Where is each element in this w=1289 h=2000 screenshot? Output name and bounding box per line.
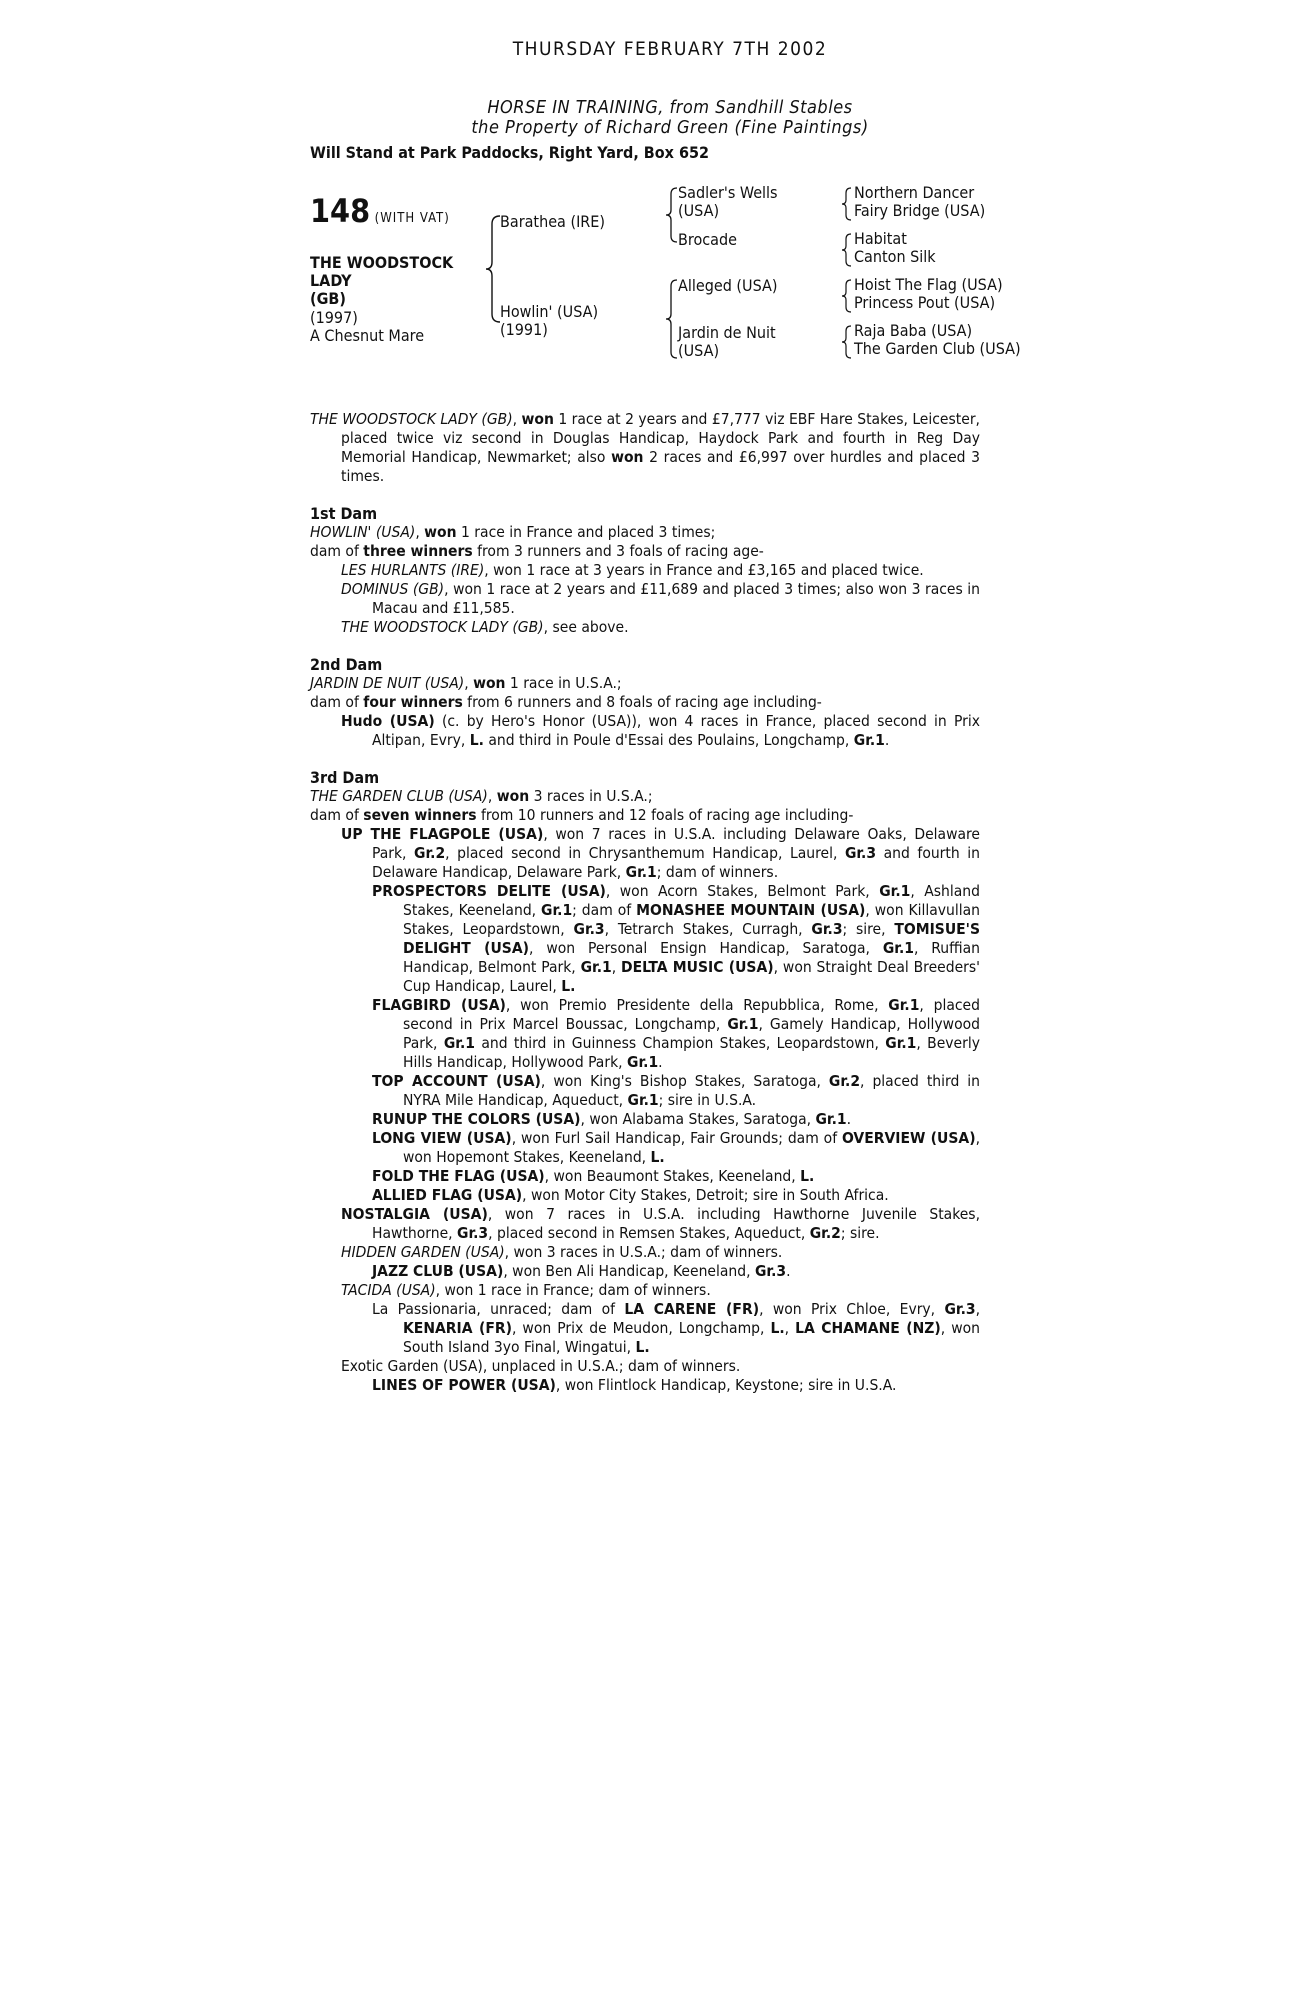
produce-entry: JAZZ CLUB (USA), won Ben Ali Handicap, Keeneland, Gr.3. <box>372 1262 791 1280</box>
ss-line-1: Sadler's Wells <box>678 183 778 202</box>
horse-name-line-3: (GB) <box>310 289 346 308</box>
pedigree-brace-6 <box>839 278 855 314</box>
lot-number-line <box>310 192 450 230</box>
ddd: The Garden Club (USA) <box>854 339 1021 358</box>
sire-of-dam: Alleged (USA) <box>678 276 778 295</box>
dam-name: Howlin' (USA) <box>500 302 599 321</box>
produce-entry: FLAGBIRD (USA), won Premio Presidente della Repubblica, Rome, Gr.1, placed second in Prix Marcel Boussac, Longchamp, Gr.1, Gamely Handicap, Hollywood Park, Gr.1 and third in Guinness Champion Stakes, Leopardstown, Gr.1, Beverly Hills Handicap, Hollywood Park, Gr.1. <box>372 996 981 1071</box>
produce-entry: TOP ACCOUNT (USA), won King's Bishop Stakes, Saratoga, Gr.2, placed third in NYRA Mile Handicap, Aqueduct, Gr.1; sire in U.S.A. <box>372 1072 981 1109</box>
produce-entry: LONG VIEW (USA), won Furl Sail Handicap, Fair Grounds; dam of OVERVIEW (USA), won Hopemont Stakes, Keeneland, L. <box>372 1129 981 1166</box>
dam-dam-ancestors <box>854 322 1021 358</box>
horse-record: THE WOODSTOCK LADY (GB), won 1 race at 2 years and £7,777 viz EBF Hare Stakes, Leicester, placed twice viz second in Douglas Handicap, Haydock Park and fourth in Reg Day Memorial Handicap, Newmarket; also won 2 races and £6,997 over hurdles and placed 3 times. <box>310 410 980 485</box>
sss: Northern Dancer <box>854 183 975 202</box>
produce-entry: ALLIED FLAG (USA), won Motor City Stakes, Detroit; sire in South Africa. <box>372 1186 889 1204</box>
horse-details <box>310 309 424 345</box>
produce-entry: LES HURLANTS (IRE), won 1 race at 3 years in France and £3,165 and placed twice. <box>341 561 924 579</box>
first-dam-heading: 1st Dam <box>310 504 378 523</box>
sire-line-ancestors <box>854 184 985 220</box>
produce-entry: DOMINUS (GB), won 1 race at 2 years and £11,689 and placed 3 times; also won 3 races in Macau and £11,585. <box>341 580 981 617</box>
dam-sire-ancestors <box>854 276 1003 312</box>
dam-year: (1991) <box>500 320 548 339</box>
dam <box>500 303 598 339</box>
third-dam-record: THE GARDEN CLUB (USA), won 3 races in U.S.A.; <box>310 787 653 805</box>
ss-line-2: (USA) <box>678 201 720 220</box>
dam-of-dam <box>678 324 776 360</box>
dds: Raja Baba (USA) <box>854 321 973 340</box>
produce-entry: LINES OF POWER (USA), won Flintlock Handicap, Keystone; sire in U.S.A. <box>372 1376 897 1394</box>
pedigree-block <box>310 183 1050 366</box>
produce-entry: Hudo (USA) (c. by Hero's Honor (USA)), won 4 races in France, placed second in Prix Altipan, Evry, L. and third in Poule d'Essai des Poulains, Longchamp, Gr.1. <box>341 712 980 749</box>
sire-dam-ancestors <box>854 230 936 266</box>
horse-name-line-2: LADY <box>310 271 352 290</box>
sdd: Canton Silk <box>854 247 936 266</box>
first-dam-produce: dam of three winners from 3 runners and 3 foals of racing age- <box>310 542 764 560</box>
produce-entry: Exotic Garden (USA), unplaced in U.S.A.; dam of winners. <box>341 1357 741 1375</box>
lot-heading <box>310 98 1030 138</box>
race-record <box>310 410 980 1395</box>
dsd: Princess Pout (USA) <box>854 293 996 312</box>
horse-description: A Chesnut Mare <box>310 326 425 345</box>
lot-number: 148 <box>310 192 371 230</box>
pedigree-brace-7 <box>839 324 855 360</box>
second-dam-record: JARDIN DE NUIT (USA), won 1 race in U.S.A.; <box>310 674 622 692</box>
second-dam-heading: 2nd Dam <box>310 655 383 674</box>
produce-entry: NOSTALGIA (USA), won 7 races in U.S.A. including Hawthorne Juvenile Stakes, Hawthorne, Gr.3, placed second in Remsen Stakes, Aqueduct, Gr.2; sire. <box>341 1205 980 1242</box>
dd-line-1: Jardin de Nuit <box>678 323 776 342</box>
produce-entry: TACIDA (USA), won 1 race in France; dam of winners. <box>341 1281 711 1299</box>
produce-entry: THE WOODSTOCK LADY (GB), see above. <box>341 618 629 636</box>
horse-name-line-1: THE WOODSTOCK <box>310 253 454 272</box>
produce-entry: PROSPECTORS DELITE (USA), won Acorn Stakes, Belmont Park, Gr.1, Ashland Stakes, Keeneland, Gr.1; dam of MONASHEE MOUNTAIN (USA), won Killavullan Stakes, Leopardstown, Gr.3, Tetrarch Stakes, Curragh, Gr.3; sire, TOMISUE'S DELIGHT (USA), won Personal Ensign Handicap, Saratoga, Gr.1, Ruffian Handicap, Belmont Park, Gr.1, DELTA MUSIC (USA), won Straight Deal Breeders' Cup Handicap, Laurel, L. <box>372 882 981 995</box>
sire-of-sire <box>678 184 778 220</box>
first-dam-record: HOWLIN' (USA), won 1 race in France and placed 3 times; <box>310 523 716 541</box>
produce-entry: RUNUP THE COLORS (USA), won Alabama Stakes, Saratoga, Gr.1. <box>372 1110 852 1128</box>
stand-location: Will Stand at Park Paddocks, Right Yard, Box 652 <box>310 143 709 162</box>
second-dam-produce: dam of four winners from 6 runners and 8 foals of racing age including- <box>310 693 822 711</box>
ssd: Fairy Bridge (USA) <box>854 201 986 220</box>
produce-entry: La Passionaria, unraced; dam of LA CARENE (FR), won Prix Chloe, Evry, Gr.3, KENARIA (FR), won Prix de Meudon, Longchamp, L., LA CHAMANE (NZ), won South Island 3yo Final, Wingatui, L. <box>372 1300 981 1356</box>
sire: Barathea (IRE) <box>500 212 606 231</box>
horse-name <box>310 254 453 308</box>
dd-line-2: (USA) <box>678 341 720 360</box>
produce-entry: HIDDEN GARDEN (USA), won 3 races in U.S.A.; dam of winners. <box>341 1243 783 1261</box>
sds: Habitat <box>854 229 907 248</box>
sale-date: THURSDAY FEBRUARY 7TH 2002 <box>512 38 828 60</box>
foaling-year: (1997) <box>310 308 358 327</box>
produce-entry: FOLD THE FLAG (USA), won Beaumont Stakes, Keeneland, L. <box>372 1167 815 1185</box>
produce-entry: UP THE FLAGPOLE (USA), won 7 races in U.S.A. including Delaware Oaks, Delaware Park, Gr.2, placed second in Chrysanthemum Handicap, Laurel, Gr.3 and fourth in Delaware Handicap, Delaware Park, Gr.1; dam of winners. <box>341 825 981 881</box>
dam-of-sire: Brocade <box>678 230 737 249</box>
vat-note: (WITH VAT) <box>374 211 450 226</box>
dss: Hoist The Flag (USA) <box>854 275 1003 294</box>
pedigree-brace-4 <box>839 186 855 222</box>
third-dam-heading: 3rd Dam <box>310 768 380 787</box>
third-dam-produce: dam of seven winners from 10 runners and 12 foals of racing age including- <box>310 806 854 824</box>
pedigree-brace-5 <box>839 232 855 268</box>
heading-line-2: the Property of Richard Green (Fine Paintings) <box>471 117 869 138</box>
heading-line-1: HORSE IN TRAINING, from Sandhill Stables <box>487 97 853 118</box>
